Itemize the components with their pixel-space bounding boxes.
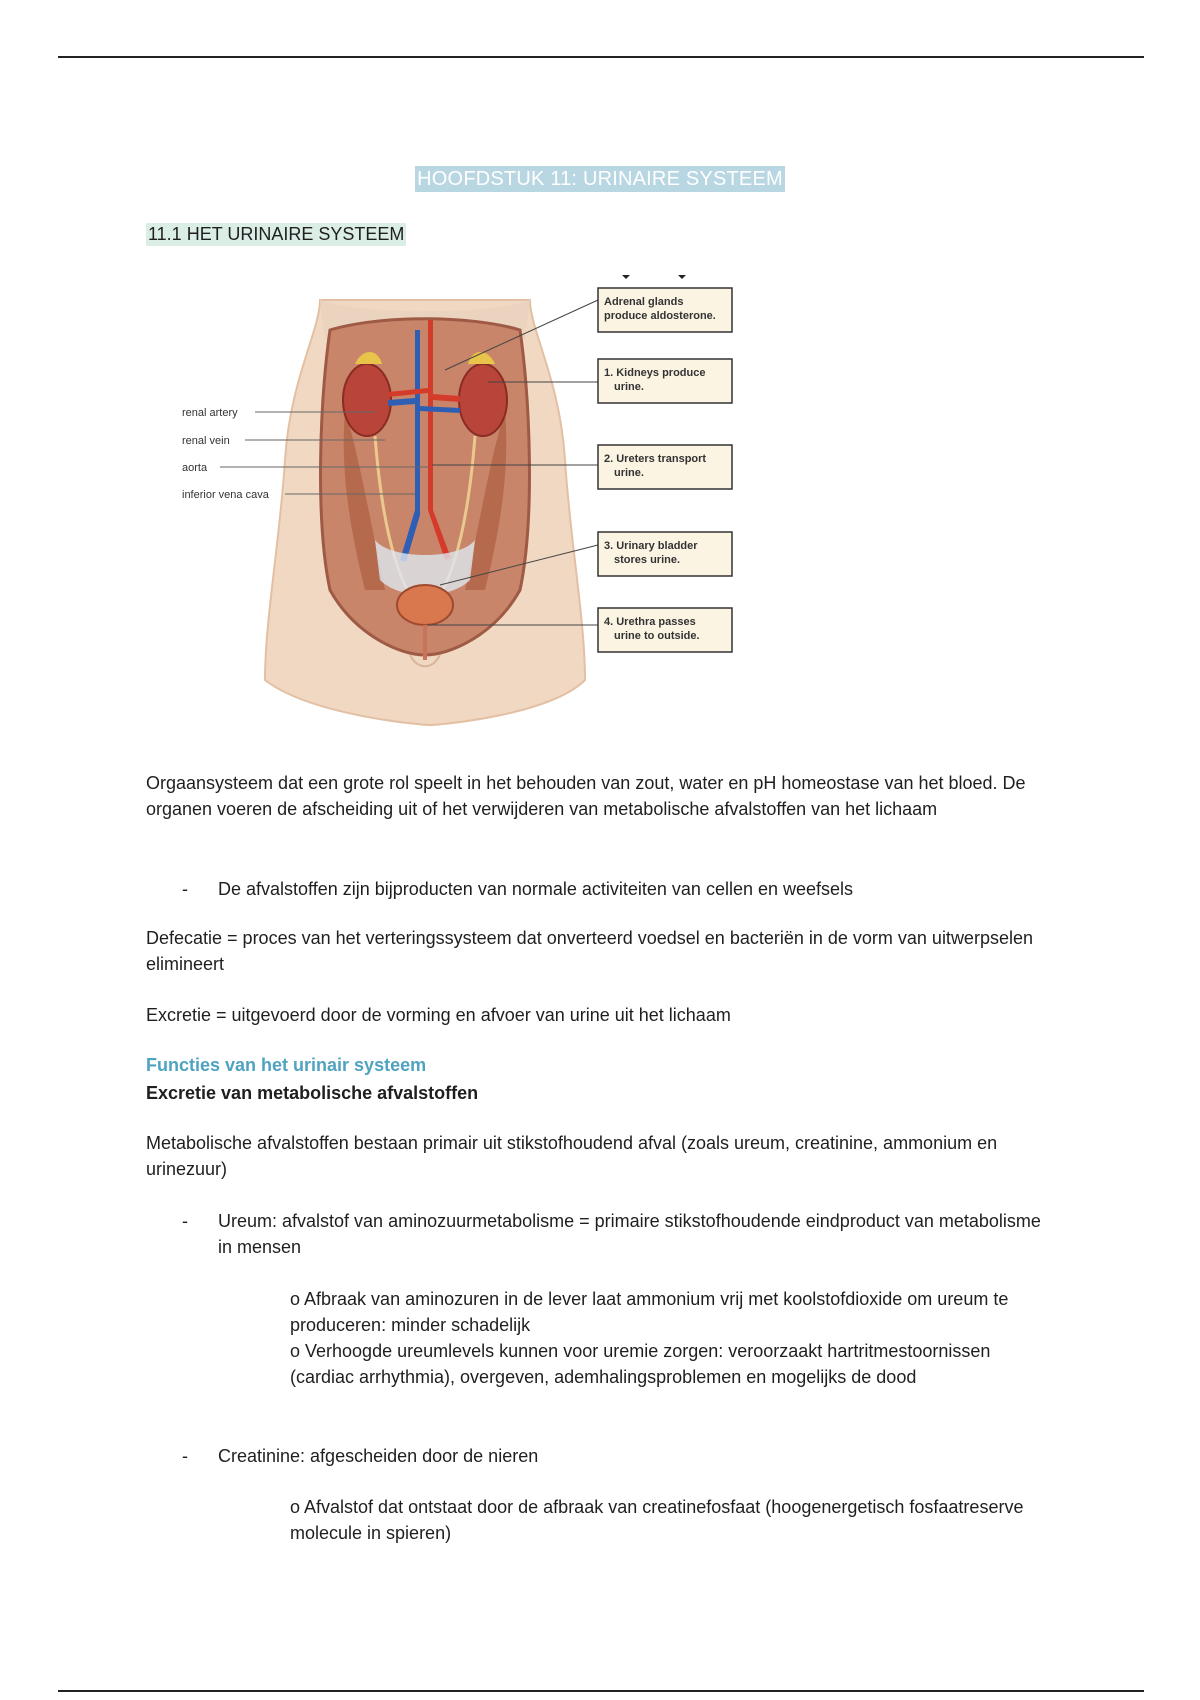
urethra [423, 625, 427, 660]
label-renal-artery: renal artery [182, 407, 238, 419]
callout-text-1b: produce aldosterone. [604, 310, 716, 322]
sub-item: o Afbraak van aminozuren in de lever laat ammonium vrij met koolstofdioxide om ureum te produceren: minder schadelijk [290, 1289, 1009, 1335]
sub-item: o Afvalstof dat ontstaat door de afbraak van creatinefosfaat (hoogenergetisch fosfaatreserve molecule in spieren) [290, 1497, 1024, 1543]
bottom-rule [58, 1690, 1144, 1692]
sub-item: o Verhoogde ureumlevels kunnen voor uremie zorgen: veroorzaakt hartritmestoornissen (cardiac arrhythmia), overgeven, ademhalingsproblemen en mogelijks de dood [290, 1341, 991, 1387]
callout-text-5b: urine to outside. [614, 630, 700, 642]
callout-text-5a: 4. Urethra passes [604, 616, 696, 628]
urinary-system-figure [170, 260, 820, 735]
bullet-dash: - [182, 879, 188, 899]
callout-text-2b: urine. [614, 381, 644, 393]
mark-b [678, 275, 686, 279]
callout-box-bladder [598, 532, 732, 576]
callout-box-kidney [598, 359, 732, 403]
label-aorta: aorta [182, 462, 208, 474]
callout-text-3b: urine. [614, 467, 644, 479]
bullet-dash: - [182, 1446, 188, 1466]
bullet-text: Creatinine: afgescheiden door de nieren [218, 1446, 539, 1466]
left-kidney [343, 364, 391, 436]
callout-box-ureter [598, 445, 732, 489]
bullet-dash: - [182, 1211, 188, 1231]
bullet-text: De afvalstoffen zijn bijproducten van normale activiteiten van cellen en weefsels [218, 879, 854, 899]
callout-text-3a: 2. Ureters transport [604, 453, 707, 465]
page-title-text: HOOFDSTUK 11: URINAIRE SYSTEEM [417, 168, 783, 190]
urinary-bladder [397, 585, 453, 625]
right-kidney [459, 364, 507, 436]
page-title [0, 168, 1200, 191]
callout-text-1a: Adrenal glands [604, 296, 684, 308]
callout-text-2a: 1. Kidneys produce [604, 367, 706, 379]
intro-paragraph: Orgaansysteem dat een grote rol speelt in het behouden van zout, water en pH homeostase van het bloed. De organen voeren de afscheiding uit of het verwijderen van metabolische afvalstoffen van het lichaam [146, 773, 1026, 819]
callout-box-urethra [598, 608, 732, 652]
mark-a [622, 275, 630, 279]
metabolic-paragraph: Metabolische afvalstoffen bestaan primair uit stikstofhoudend afval (zoals ureum, creatinine, ammonium en urinezuur) [146, 1133, 998, 1179]
bullet-text: Ureum: afvalstof van aminozuurmetabolisme = primaire stikstofhoudende eindproduct van metabolisme in mensen [218, 1211, 1041, 1257]
callout-text-4b: stores urine. [614, 554, 681, 566]
functions-heading: Functies van het urinair systeem [146, 1055, 427, 1075]
top-rule [58, 56, 1144, 58]
defecatie-paragraph: Defecatie = proces van het verteringssysteem dat onverteerd voedsel en bacteriën in de vorm van uitwerpselen elimineert [146, 928, 1033, 974]
subheading: Excretie van metabolische afvalstoffen [146, 1083, 479, 1103]
callout-box-adrenal [598, 288, 732, 332]
label-inferior-vena-cava: inferior vena cava [182, 489, 269, 501]
excretie-paragraph: Excretie = uitgevoerd door de vorming en afvoer van urine uit het lichaam [146, 1005, 731, 1025]
callout-text-4a: 3. Urinary bladder [604, 540, 698, 552]
section-heading: 11.1 HET URINAIRE SYSTEEM [148, 224, 405, 244]
label-renal-vein: renal vein [182, 435, 230, 447]
urinary-system-illustration [170, 260, 820, 735]
